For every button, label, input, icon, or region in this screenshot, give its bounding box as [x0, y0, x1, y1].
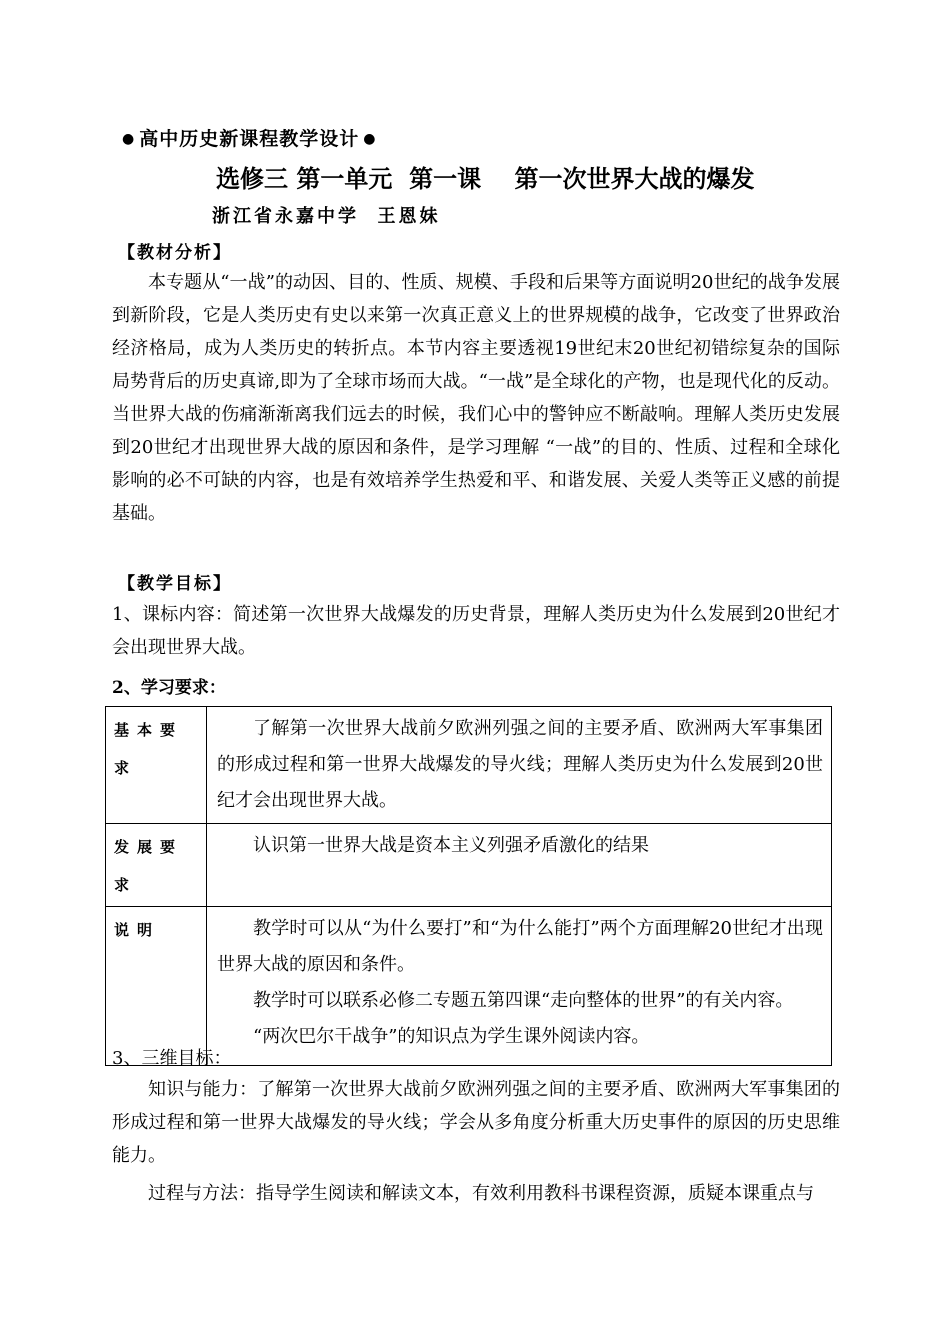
table-row [106, 907, 832, 1066]
requirements-table [105, 706, 832, 1066]
table-key-basic: 基本要求 [106, 707, 207, 824]
table-value-text: 了解第一次世界大战前夕欧洲列强之间的主要矛盾、欧洲两大军事集团的形成过程和第一世界大战爆发的导火线；理解人类历史为什么发展到20世纪才会出现世界大战。 [217, 718, 823, 811]
table-note-2: 教学时可以联系必修二专题五第四课“走向整体的世界”的有关内容。 [253, 990, 794, 1011]
table-note-3: “两次巴尔干战争”的知识点为学生课外阅读内容。 [253, 1026, 650, 1047]
textbook-analysis-body: 本专题从“一战”的动因、目的、性质、规模、手段和后果等方面说明20世纪的战争发展到新阶段，它是人类历史有史以来第一次真正意义上的世界规模的战争，它改变了世界政治经济格局，成为人类历史的转折点。本节内容主要透视19世纪末20世纪初错综复杂的国际局势背后的历史真谛,即为了全球市场而大战。“一战”是全球化的产物，也是现代化的反动。当世界大战的伤痛渐渐离我们远去的时候，我们心中的警钟应不断敲响。理解人类历史发展到20世纪才出现世界大战的原因和条件，是学习理解 “一战”的目的、性质、过程和全球化影响的必不可缺的内容，也是有效培养学生热爱和平、和谐发展、关爱人类等正义感的前提基础。 [112, 272, 840, 524]
series-label: 高中历史新课程教学设计 [139, 128, 360, 150]
table-value-basic [207, 707, 832, 824]
table-key-notes: 说明 [106, 907, 207, 1066]
table-value-development [207, 824, 832, 907]
curriculum-content-item: 1、课标内容：简述第一次世界大战爆发的历史背景，理解人类历史为什么发展到20世纪才会出现世界大战。 [112, 604, 840, 658]
bullet-icon: ● [363, 131, 377, 147]
table-row [106, 707, 832, 824]
textbook-analysis-heading: 【教材分析】 [118, 243, 232, 263]
table-key-development: 发展要求 [106, 824, 207, 907]
process-method-paragraph: 过程与方法：指导学生阅读和解读文本，有效利用教科书课程资源，质疑本课重点与 [148, 1183, 814, 1204]
series-header [118, 124, 380, 151]
table-value-text: 认识第一世界大战是资本主义列强矛盾激化的结果 [253, 835, 649, 856]
bullet-icon: ● [122, 131, 136, 147]
knowledge-ability-paragraph: 知识与能力：了解第一次世界大战前夕欧洲列强之间的主要矛盾、欧洲两大军事集团的形成过程和第一世界大战爆发的导火线；学会从多角度分析重大历史事件的原因的历史思维能力。 [112, 1079, 840, 1166]
table-row [106, 824, 832, 907]
teaching-goals-heading: 【教学目标】 [118, 574, 232, 594]
author-line: 浙江省永嘉中学 王恩妹 [212, 206, 441, 227]
learning-requirements-item: 2、学习要求： [112, 678, 226, 698]
three-dimension-goals-item: 3、三维目标： [112, 1048, 232, 1069]
table-value-notes [207, 907, 832, 1066]
table-note-1: 教学时可以从“为什么要打”和“为什么能打”两个方面理解20世纪才出现世界大战的原因和条件。 [217, 918, 823, 975]
page-title: 选修三 第一单元 第一课 第一次世界大战的爆发 [216, 165, 755, 193]
